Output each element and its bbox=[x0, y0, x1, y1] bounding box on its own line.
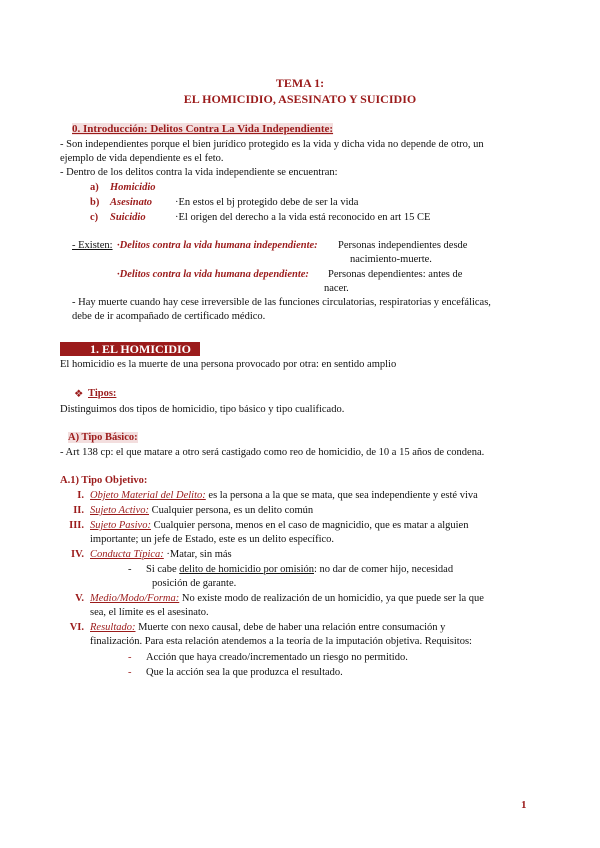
resultado-sub-dash-1: - bbox=[128, 652, 132, 663]
intro-p1b: ejemplo de vida dependiente es el feto. bbox=[60, 153, 224, 164]
conducta-sub-text: Si cabe delito de homicidio por omisión: no dar de comer hijo, necesidad bbox=[146, 564, 454, 575]
intro-heading: 0. Introducción: Delitos Contra La Vida Independiente: bbox=[72, 123, 334, 135]
list-marker-c: c) bbox=[90, 212, 99, 223]
existen1-title: ·Delitos contra la vida humana independiente: bbox=[117, 240, 318, 251]
item-resultado-cont: finalización. Para esta relación atendemos a la teoría de la imputación objetiva. Requisitos: bbox=[90, 636, 472, 647]
intro-p3b: debe de ir acompañado de certificado médico. bbox=[72, 311, 266, 322]
doc-title-line1: TEMA 1: bbox=[275, 76, 325, 90]
tipo-objetivo-heading: A.1) Tipo Objetivo: bbox=[60, 475, 148, 486]
list-label-homicidio: Homicidio bbox=[110, 182, 156, 193]
item-conducta-tipica: IV. Conducta Típica: ·Matar, sin más bbox=[71, 549, 232, 560]
list-desc-asesinato: ·En estos el bj protegido debe de ser la vida bbox=[175, 197, 359, 208]
tipos-text: Distinguimos dos tipos de homicidio, tipo básico y tipo cualificado. bbox=[60, 404, 345, 415]
intro-p3a: - Hay muerte cuando hay cese irreversible de las funciones circulatorias, respiratorias y encefálicas, bbox=[72, 297, 491, 308]
page-number: 1 bbox=[521, 799, 527, 811]
resultado-sub-2: Que la acción sea la que produzca el resultado. bbox=[146, 667, 343, 678]
existen2-desc-b: nacer. bbox=[324, 283, 349, 294]
list-marker-a: a) bbox=[90, 182, 99, 193]
existen1-desc-a: Personas independientes desde bbox=[338, 240, 468, 251]
tipos-bullet-icon: ❖ bbox=[74, 389, 84, 400]
section1-definition: El homicidio es la muerte de una persona provocado por otra: en sentido amplio bbox=[60, 359, 397, 370]
list-label-asesinato: Asesinato bbox=[110, 197, 153, 208]
item-resultado: VI. Resultado: Muerte con nexo causal, debe de haber una relación entre consumación y bbox=[69, 622, 446, 633]
list-marker-b: b) bbox=[90, 197, 100, 208]
item-sujeto-pasivo-cont: importante; un jefe de Estado, este es un delito específico. bbox=[90, 534, 335, 545]
intro-p2: - Dentro de los delitos contra la vida independiente se encuentran: bbox=[60, 167, 338, 178]
existen2-desc-a: Personas dependientes: antes de bbox=[328, 269, 463, 280]
tipos-label: Tipos: bbox=[88, 388, 117, 399]
existen1-desc-b: nacimiento-muerte. bbox=[350, 254, 432, 265]
tipo-basico-text: - Art 138 cp: el que matare a otro será castigado como reo de homicidio, de 10 a 15 años de condena. bbox=[60, 447, 485, 458]
item-sujeto-pasivo: III. Sujeto Pasivo: Cualquier persona, menos en el caso de magnicidio, que es matar a alguien bbox=[69, 520, 469, 531]
resultado-sub-1: Acción que haya creado/incrementado un riesgo no permitido. bbox=[146, 652, 408, 663]
doc-title-line2: EL HOMICIDIO, ASESINATO Y SUICIDIO bbox=[183, 92, 417, 106]
resultado-sub-dash-2: - bbox=[128, 667, 132, 678]
intro-p1a: - Son independientes porque el bien jurídico protegido es la vida y dicha vida no depende de otro, un bbox=[60, 139, 484, 150]
item-medio-modo-forma: V. Medio/Modo/Forma: No existe modo de realización de un homicidio, ya que puede ser la que bbox=[75, 593, 484, 604]
list-desc-suicidio: ·El origen del derecho a la vida está reconocido en art 15 CE bbox=[175, 212, 431, 223]
item-medio-cont: sea, el límite es el asesinato. bbox=[90, 607, 209, 618]
conducta-sub-dash: - bbox=[128, 564, 132, 575]
tipo-basico-label: A) Tipo Básico: bbox=[68, 432, 138, 443]
item-sujeto-activo: II. Sujeto Activo: Cualquier persona, es un delito común bbox=[73, 505, 314, 516]
conducta-sub-cont: posición de garante. bbox=[152, 578, 237, 589]
section1-heading: 1. EL HOMICIDIO bbox=[90, 342, 192, 356]
item-objeto-material: I. Objeto Material del Delito: es la persona a la que se mata, que sea independiente y esté viva bbox=[77, 490, 478, 501]
list-label-suicidio: Suicidio bbox=[110, 212, 146, 223]
existen2-title: ·Delitos contra la vida humana dependiente: bbox=[117, 269, 309, 280]
existen-label: - Existen: bbox=[72, 240, 113, 251]
